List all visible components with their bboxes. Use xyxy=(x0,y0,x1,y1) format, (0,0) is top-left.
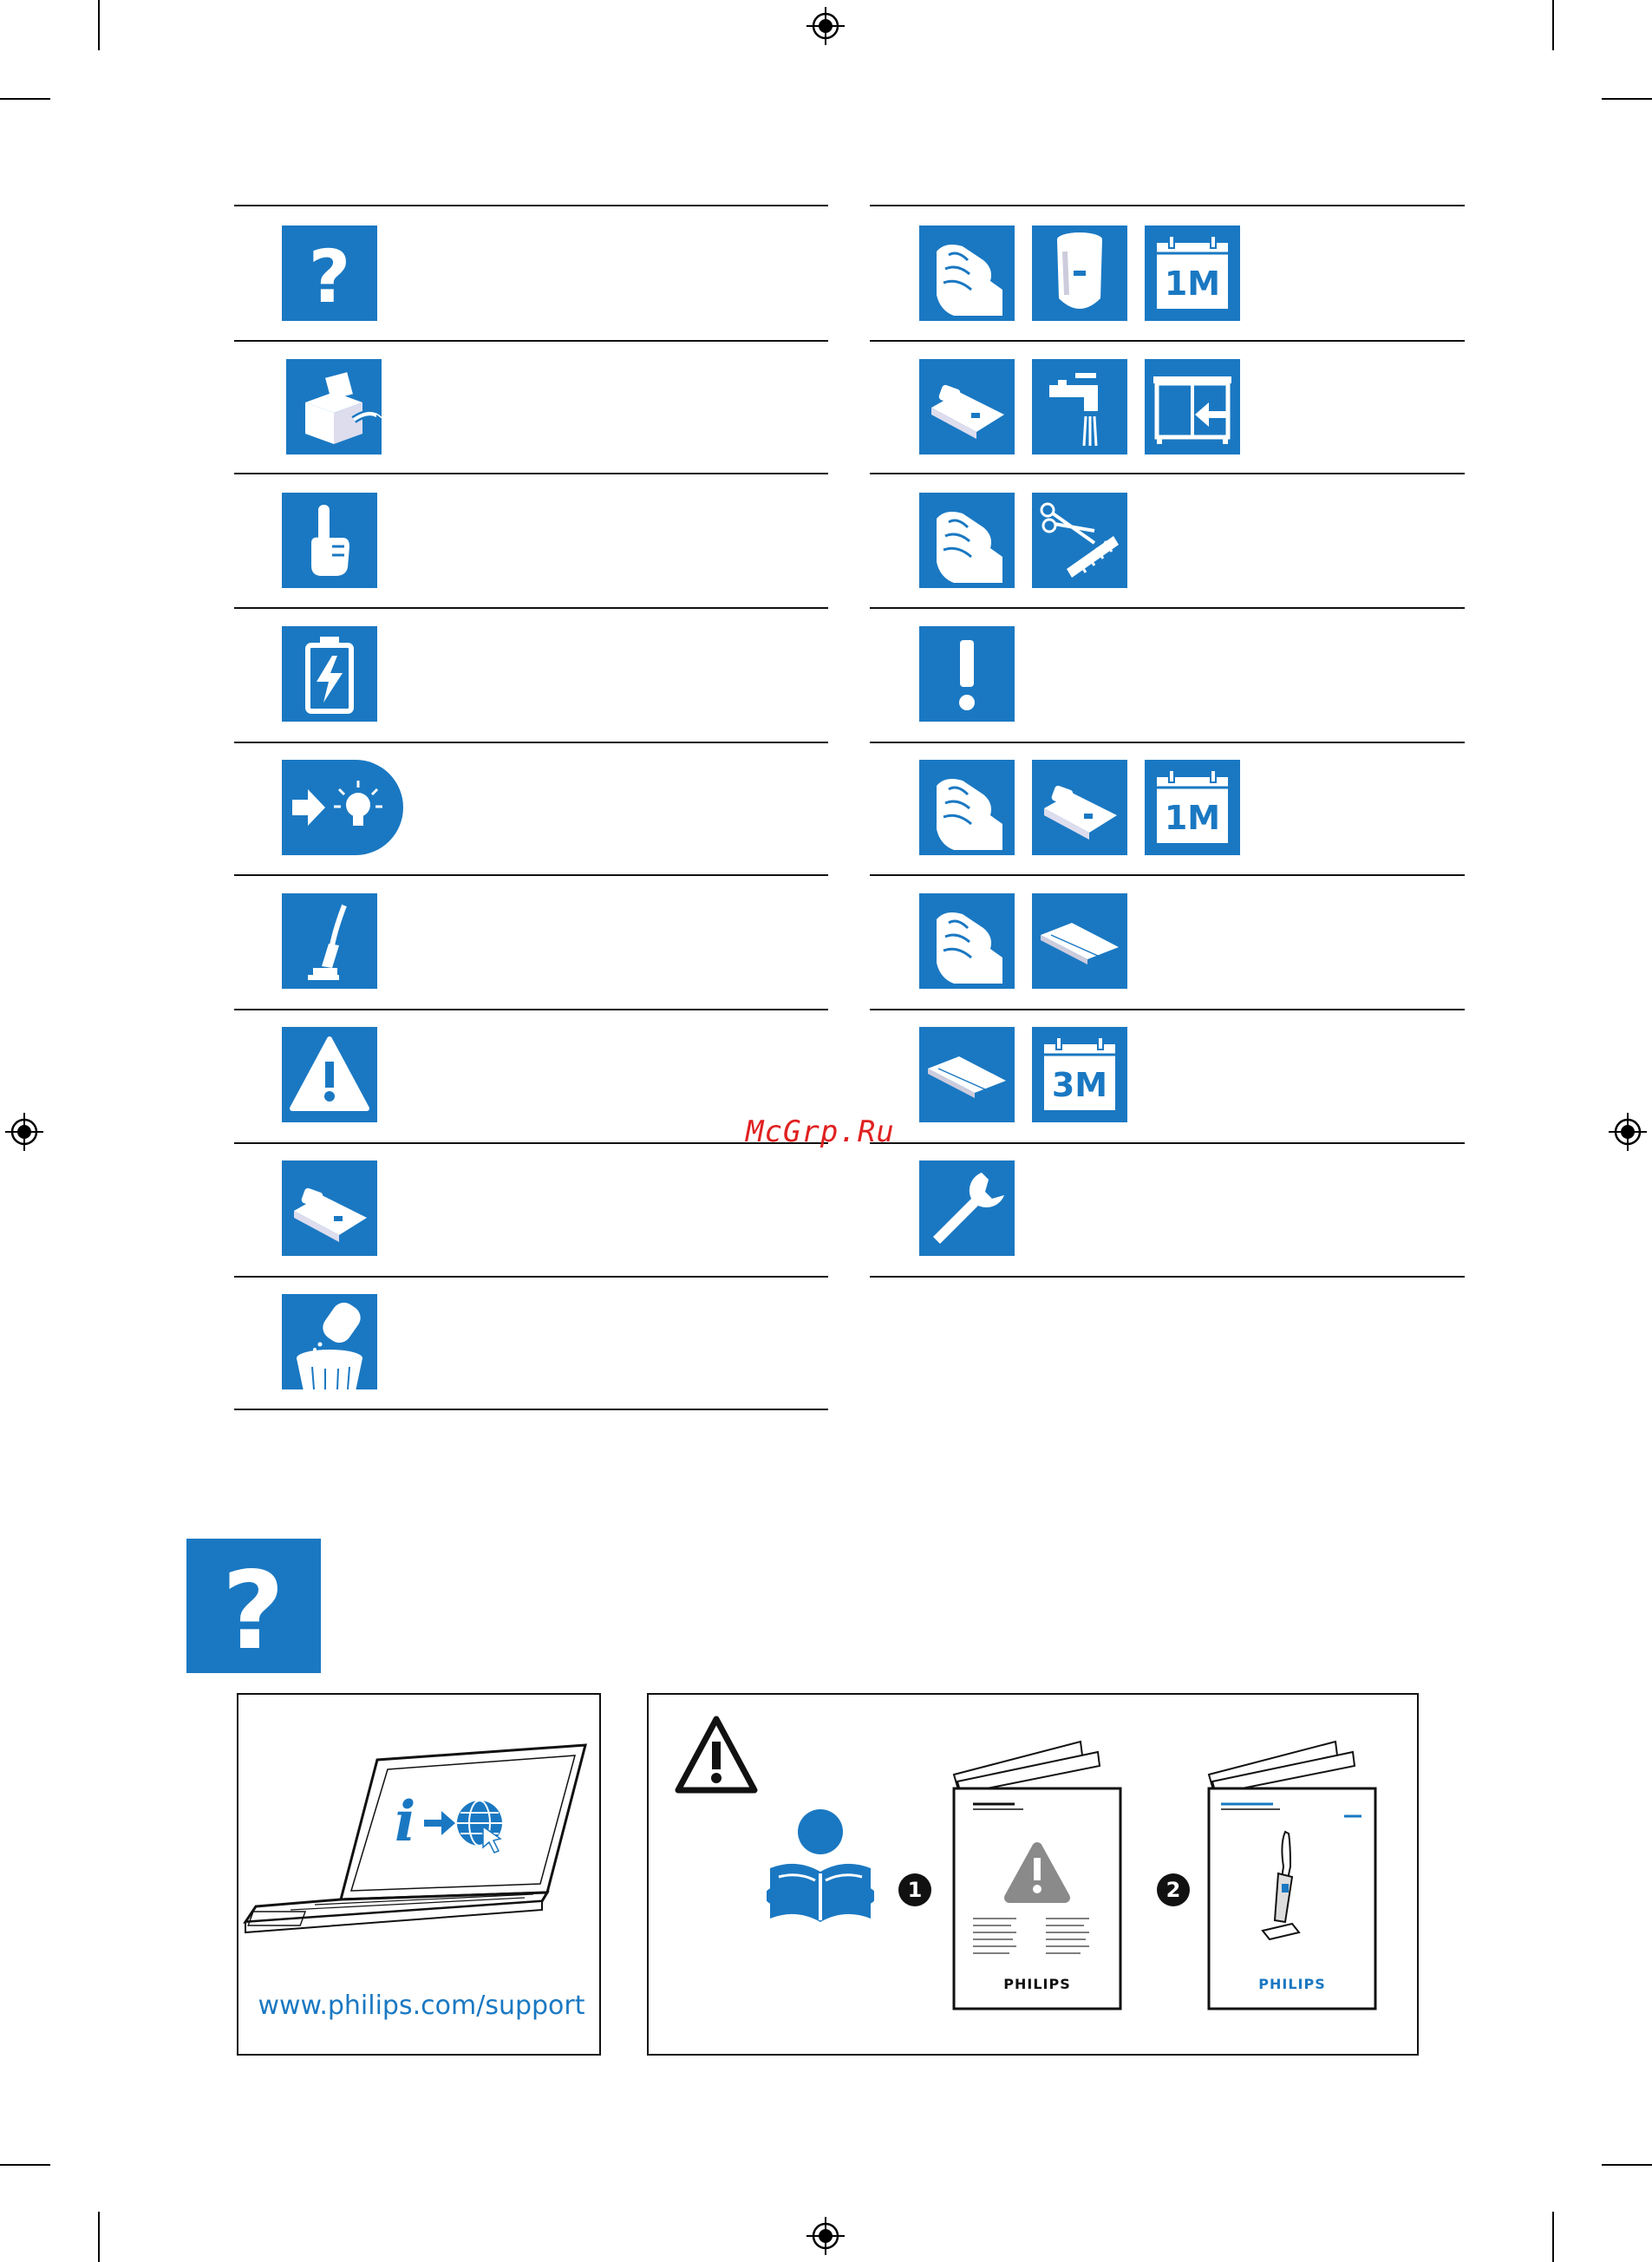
row-divider xyxy=(234,1009,828,1010)
online-support-panel xyxy=(237,1693,601,2056)
row-divider xyxy=(234,1409,828,1410)
crop-mark xyxy=(0,2164,50,2166)
box-unpack-icon xyxy=(286,359,382,454)
registration-mark-icon xyxy=(5,1113,43,1151)
hands-wipe-icon xyxy=(919,226,1015,321)
caution-triangle-icon xyxy=(673,1714,760,1797)
charging-base-icon xyxy=(282,1160,377,1256)
crop-mark xyxy=(98,0,100,50)
brand-label: PHILIPS xyxy=(1258,1976,1326,1992)
row-divider xyxy=(234,1276,828,1278)
crop-mark xyxy=(1552,0,1554,50)
hand-point-icon xyxy=(282,493,377,588)
row-divider xyxy=(870,1009,1465,1010)
watermark-text: McGrp.Ru xyxy=(746,1115,895,1149)
crop-mark xyxy=(1602,98,1652,100)
registration-mark-icon xyxy=(806,7,845,45)
dust-container-icon xyxy=(1032,226,1127,321)
person-reading-icon xyxy=(767,1806,874,1936)
dust-bin-empty-icon xyxy=(282,1294,377,1389)
exclamation-icon xyxy=(919,626,1015,722)
svg-text:1M: 1M xyxy=(1164,799,1221,837)
charging-base-icon xyxy=(1032,760,1127,855)
brand-label: PHILIPS xyxy=(1003,1976,1071,1992)
filter-strip-icon xyxy=(919,1027,1015,1122)
battery-charge-icon xyxy=(282,626,377,722)
question-mark-icon xyxy=(282,226,377,321)
row-divider xyxy=(234,742,828,743)
registration-mark-icon xyxy=(806,2217,845,2255)
crop-mark xyxy=(98,2212,100,2262)
row-divider xyxy=(234,1142,828,1144)
hands-wipe-icon xyxy=(919,493,1015,588)
svg-text:3M: 3M xyxy=(1051,1066,1108,1104)
row-divider xyxy=(234,607,828,609)
svg-text:?: ? xyxy=(308,234,351,319)
scissors-brush-icon xyxy=(1032,493,1127,588)
registration-mark-icon xyxy=(1609,1113,1647,1151)
row-divider xyxy=(870,607,1465,609)
support-url-link[interactable]: www.philips.com/support xyxy=(258,1991,585,2021)
svg-text:?: ? xyxy=(222,1549,284,1673)
wrench-icon xyxy=(919,1160,1015,1256)
svg-text:i: i xyxy=(395,1789,416,1854)
cupboard-store-icon xyxy=(1145,359,1240,454)
row-divider xyxy=(870,742,1465,743)
row-divider xyxy=(870,205,1465,206)
big-question-mark-icon xyxy=(186,1539,321,1673)
calendar-1m-icon xyxy=(1145,226,1240,321)
row-divider xyxy=(870,1276,1465,1278)
calendar-1m-icon xyxy=(1145,760,1240,855)
water-tap-icon xyxy=(1032,359,1127,454)
row-divider xyxy=(870,473,1465,474)
calendar-3m-icon xyxy=(1032,1027,1127,1122)
warning-triangle-icon xyxy=(282,1027,377,1122)
read-manual-panel xyxy=(647,1693,1419,2056)
light-bulb-tip-icon xyxy=(282,760,403,855)
row-divider xyxy=(234,874,828,876)
row-divider xyxy=(234,340,828,342)
stick-vacuum-icon xyxy=(282,893,377,989)
row-divider xyxy=(870,874,1465,876)
row-divider xyxy=(234,205,828,206)
step-number-2: 2 xyxy=(1157,1873,1190,1906)
crop-mark xyxy=(0,98,50,100)
filter-strip-icon xyxy=(1032,893,1127,989)
info-to-web-icon xyxy=(386,1781,507,1860)
row-divider xyxy=(234,473,828,474)
user-manual-illustration xyxy=(1205,1736,1379,2014)
crop-mark xyxy=(1552,2212,1554,2262)
hands-wipe-icon xyxy=(919,893,1015,989)
hands-wipe-icon xyxy=(919,760,1015,855)
crop-mark xyxy=(1602,2164,1652,2166)
row-divider xyxy=(870,1142,1465,1144)
charging-base-icon xyxy=(919,359,1015,454)
step-number-1: 1 xyxy=(898,1873,931,1906)
row-divider xyxy=(870,340,1465,342)
safety-leaflet-illustration xyxy=(950,1736,1124,2014)
svg-text:1M: 1M xyxy=(1164,265,1221,303)
